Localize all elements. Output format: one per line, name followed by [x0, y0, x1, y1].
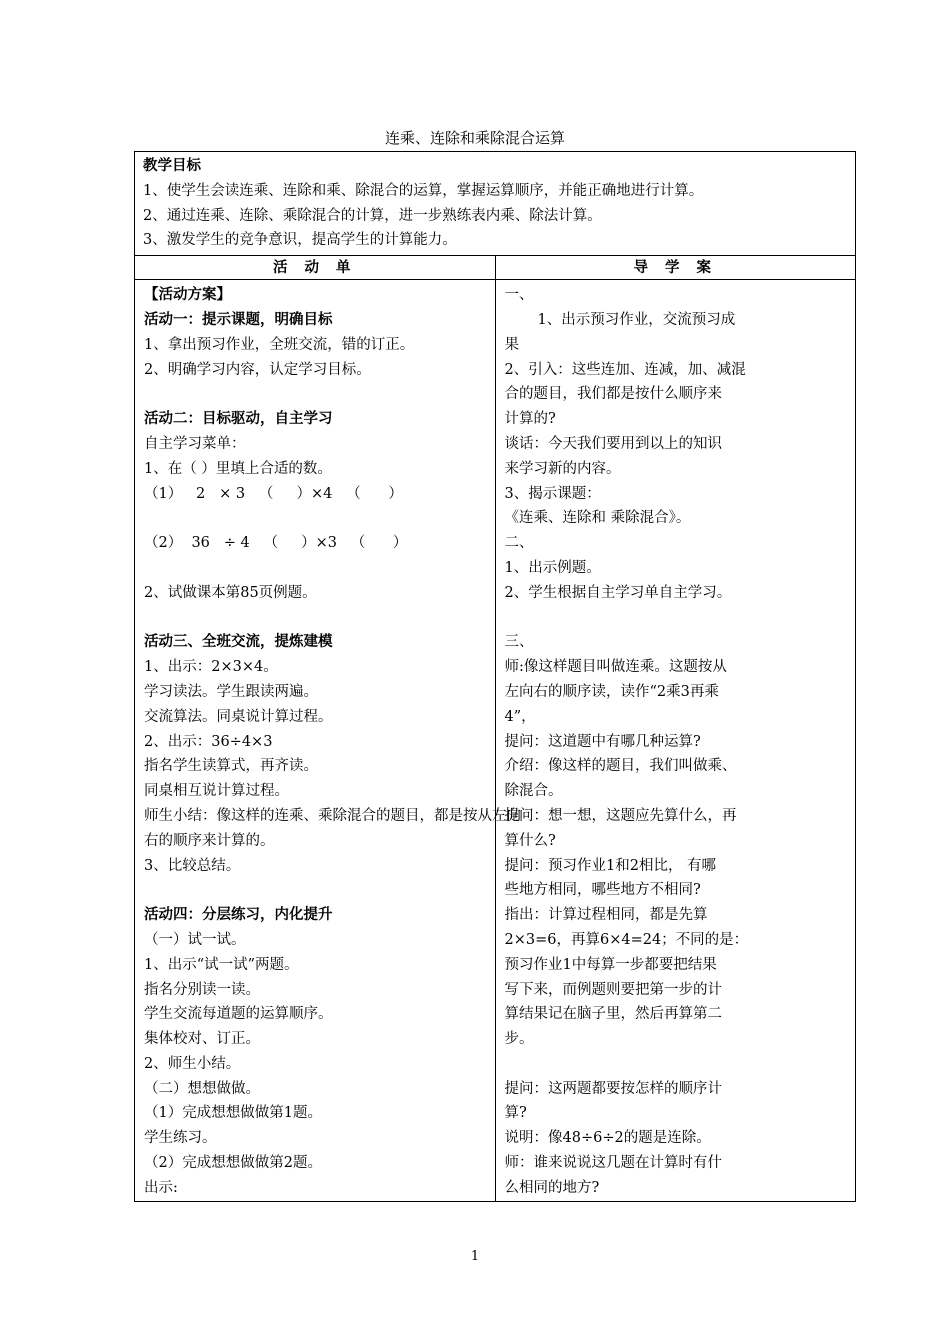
blank-line — [144, 556, 495, 581]
right-line: 左向右的顺序读，读作“2乘3再乘 — [504, 683, 719, 700]
left-line: 右的顺序来计算的。 — [144, 832, 275, 849]
left-line: 交流算法。同桌说计算过程。 — [144, 708, 333, 725]
right-line: 预习作业1中每算一步都要把结果 — [504, 956, 717, 973]
right-line: 1、出示预习作业，交流预习成 — [537, 311, 736, 328]
left-line: 1、出示：2×3×4。 — [144, 659, 278, 676]
right-line: 谈话：今天我们要用到以上的知识 — [504, 435, 722, 452]
left-line: 师生小结：像这样的连乘、乘除混合的题目，都是按从左向 — [144, 807, 521, 824]
left-line: 【活动方案】 — [144, 286, 231, 304]
left-line: （1） 2 × 3 （ ）×4 （ ） — [144, 485, 403, 502]
right-line: 师：谁来说说这几题在计算时有什 — [504, 1155, 722, 1172]
right-line: 4”， — [504, 708, 536, 725]
left-line: 指名学生读算式，再齐读。 — [144, 758, 318, 775]
right-line: 算? — [504, 1105, 527, 1122]
right-line: 计算的? — [504, 411, 556, 428]
left-line: 学生交流每道题的运算顺序。 — [144, 1006, 333, 1023]
right-line: 提问：想一想，这题应先算什么，再 — [504, 807, 737, 824]
goal-item: 3、激发学生的竞争意识，提高学生的计算能力。 — [143, 232, 457, 249]
content-row — [135, 280, 856, 1201]
right-line: 提问：这道题中有哪几种运算? — [504, 733, 701, 750]
goals-row — [135, 152, 856, 256]
activity-sheet-header: 活 动 单 — [135, 256, 496, 280]
left-line: 指名分别读一读。 — [144, 981, 260, 998]
blank-line — [505, 1052, 856, 1077]
right-line: 3、揭示课题： — [504, 485, 601, 502]
right-line: 介绍：像这样的题目，我们叫做乘、 — [504, 758, 737, 775]
blank-line — [144, 506, 495, 531]
blank-line — [144, 878, 495, 903]
right-line: 算结果记在脑子里，然后再算第二 — [504, 1006, 722, 1023]
right-line: 提问：这两题都要按怎样的顺序计 — [504, 1080, 722, 1097]
right-line: 来学习新的内容。 — [504, 460, 621, 477]
right-line: 2×3=6，再算6×4=24；不同的是： — [504, 931, 749, 948]
left-line: 出示: — [144, 1179, 178, 1196]
left-line: （1）完成想想做做第1题。 — [144, 1105, 322, 1122]
left-line: 2、试做课本第85页例题。 — [144, 584, 317, 601]
activity-sheet-column — [135, 280, 521, 1201]
right-line: 三、 — [504, 634, 534, 651]
left-line: （二）想想做做。 — [144, 1080, 260, 1097]
right-line: 步。 — [504, 1031, 534, 1048]
left-line: 活动四：分层练习，内化提升 — [144, 906, 333, 924]
right-line: 2、学生根据自主学习单自主学习。 — [504, 584, 732, 601]
page-number: 1 — [470, 1249, 480, 1264]
left-line: （一）试一试。 — [144, 931, 246, 948]
left-line: 同桌相互说计算过程。 — [144, 783, 289, 800]
left-line: 1、出示“试一试”两题。 — [144, 956, 299, 973]
left-line: 自主学习菜单： — [144, 435, 246, 452]
goals-cell — [135, 152, 856, 256]
goal-item: 1、使学生会读连乘、连除和乘、除混合的运算，掌握运算顺序，并能正确地进行计算。 — [143, 182, 704, 199]
right-line: 1、出示例题。 — [504, 559, 601, 576]
left-line: 活动二：目标驱动，自主学习 — [144, 410, 333, 428]
right-line: 果 — [504, 336, 519, 353]
guide-plan-column — [495, 280, 856, 1201]
blank-line — [144, 382, 495, 407]
goal-item: 2、通过连乘、连除、乘除混合的计算，进一步熟练表内乘、除法计算。 — [143, 207, 602, 224]
blank-line — [144, 606, 495, 631]
left-line: 2、师生小结。 — [144, 1055, 241, 1072]
right-line: 么相同的地方? — [504, 1179, 600, 1196]
left-line: 3、比较总结。 — [144, 857, 241, 874]
right-line: 《连乘、连除和 乘除混合》。 — [504, 510, 691, 527]
document-title: 连乘、连除和乘除混合运算 — [384, 129, 565, 147]
right-line: 提问：预习作业1和2相比， 有哪 — [504, 857, 717, 874]
left-line: （2） 36 ÷ 4 （ ）×3 （ ） — [144, 535, 408, 552]
left-line: 集体校对、订正。 — [144, 1031, 260, 1048]
right-line: 除混合。 — [504, 783, 563, 800]
left-line: 1、在（ ）里填上合适的数。 — [144, 460, 332, 477]
right-line: 指出：计算过程相同，都是先算 — [504, 907, 708, 924]
right-line: 师:像这样题目叫做连乘。这题按从 — [504, 659, 727, 676]
header-row — [135, 256, 856, 280]
right-line: 二、 — [504, 535, 534, 552]
left-line: 1、拿出预习作业，全班交流，错的订正。 — [144, 336, 415, 353]
right-line: 2、引入：这些连加、连减，加、减混 — [504, 361, 746, 378]
left-line: （2）完成想想做做第2题。 — [144, 1155, 322, 1172]
left-line: 学习读法。学生跟读两遍。 — [144, 683, 318, 700]
right-line: 些地方相同，哪些地方不相同? — [504, 882, 701, 899]
blank-line — [505, 606, 856, 631]
left-line: 2、出示：36÷4×3 — [144, 733, 273, 750]
right-line: 合的题目，我们都是按什么顺序来 — [504, 386, 722, 403]
right-line: 写下来，而例题则要把第一步的计 — [504, 981, 722, 998]
left-line: 活动一：提示课题，明确目标 — [144, 310, 333, 328]
right-line: 一、 — [504, 287, 534, 304]
left-line: 2、明确学习内容，认定学习目标。 — [144, 361, 371, 378]
left-line: 活动三、全班交流，提炼建模 — [144, 633, 333, 651]
guide-plan-header: 导 学 案 — [495, 256, 856, 280]
right-line: 算什么? — [504, 832, 556, 849]
lesson-table — [134, 151, 856, 1202]
left-line: 学生练习。 — [144, 1130, 217, 1147]
right-line: 说明：像48÷6÷2的题是连除。 — [504, 1130, 711, 1147]
goals-heading: 教学目标 — [143, 157, 201, 174]
